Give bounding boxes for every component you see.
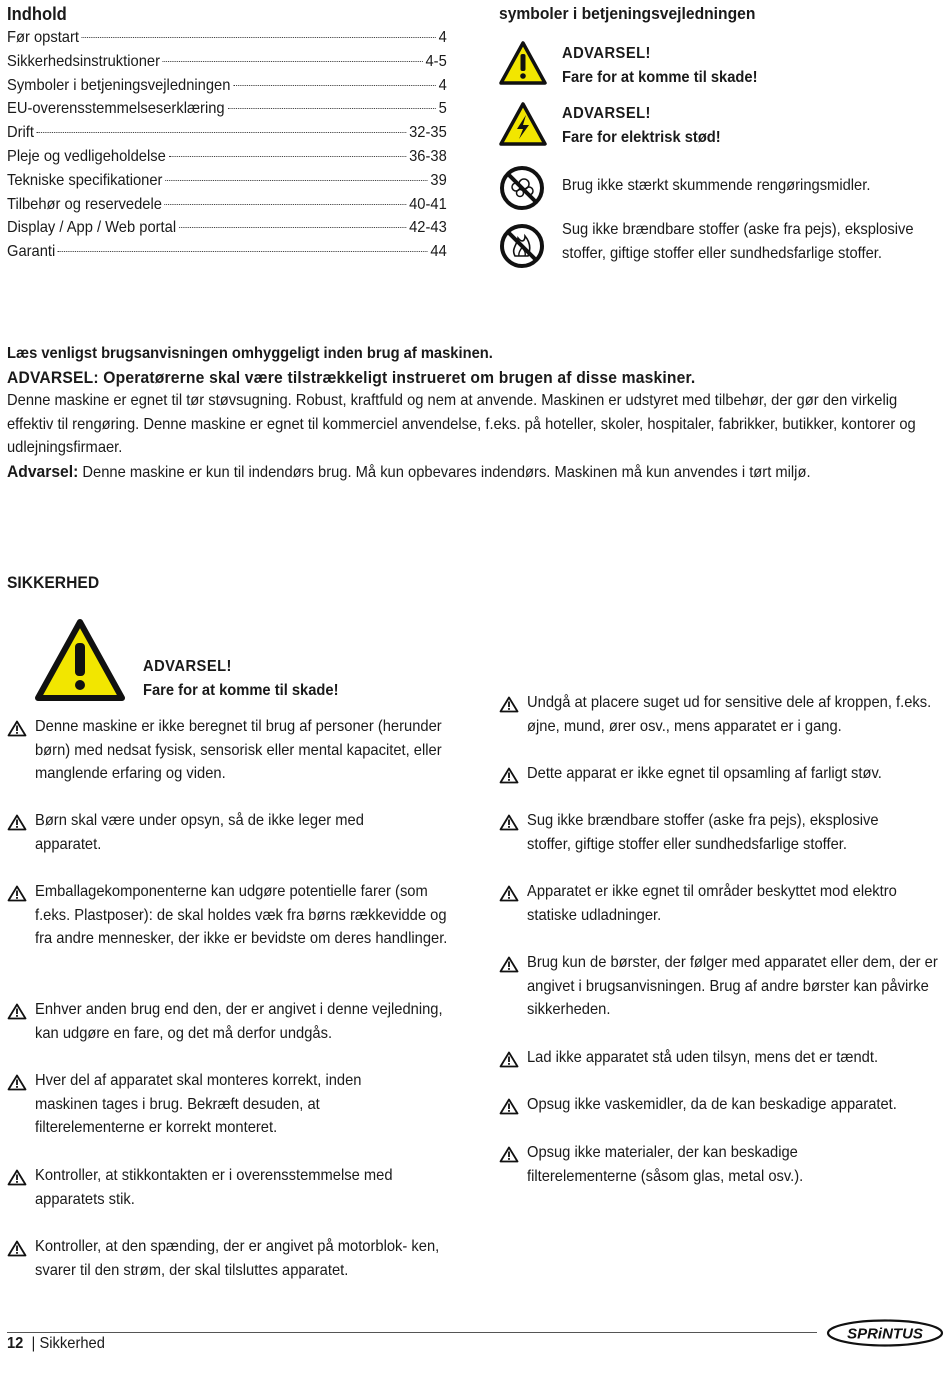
warning-small-icon bbox=[7, 1003, 27, 1028]
safety-right-item-6-text: Lad ikke apparatet stå uden tilsyn, mens det er tændt. bbox=[527, 1049, 879, 1066]
safety-right-item-1 bbox=[499, 691, 944, 738]
table-of-contents bbox=[7, 3, 447, 264]
toc-leader-dots bbox=[37, 132, 407, 133]
safety-right-item-3 bbox=[499, 809, 944, 856]
safety-left-item-2 bbox=[7, 809, 457, 856]
safety-left-item-1-text: Denne maskine er ikke beregnet til brug af personer (herunder børn) med nedsat fysisk, sensorisk eller mental kapacitet, eller manglende erfaring og viden. bbox=[35, 718, 442, 783]
warning-small-icon bbox=[499, 885, 519, 910]
intro-advarsel-label: Advarsel: bbox=[7, 461, 79, 481]
safety-right-item-5 bbox=[499, 951, 944, 1022]
safety-left-item-2-text: Børn skal være under opsyn, så de ikke leger med apparatet. bbox=[35, 812, 364, 853]
warning-small-icon bbox=[7, 885, 27, 910]
safety-right-item-4-text: Apparatet er ikke egnet til områder beskyttet mod elektro statiske udladninger. bbox=[527, 883, 897, 924]
warning-small-icon bbox=[7, 1074, 27, 1099]
symbol-no-flammable-text: Sug ikke brændbare stoffer (aske fra pejs), eksplosive stoffer, giftige stoffer eller sundhedsfarlige stoffer. bbox=[562, 221, 914, 262]
safety-left-item-1 bbox=[7, 715, 457, 786]
toc-row bbox=[7, 26, 447, 50]
safety-warning-text bbox=[143, 655, 339, 703]
toc-row bbox=[7, 121, 447, 145]
toc-label: Sikkerhedsinstruktioner bbox=[7, 52, 160, 70]
toc-label: Tekniske specifikationer bbox=[7, 171, 163, 189]
toc-title: Indhold bbox=[7, 4, 67, 24]
warning-small-icon bbox=[499, 696, 519, 721]
logo-text: SPRiNTUS bbox=[847, 1325, 923, 1343]
safety-left-item-5-text: Hver del af apparatet skal monteres korrekt, inden maskinen tages i brug. Bekræft desuden, at filterelementerne er korrekt monteret. bbox=[35, 1072, 362, 1137]
safety-right-item-4 bbox=[499, 880, 944, 927]
safety-warning-line1: ADVARSEL! bbox=[143, 658, 232, 675]
symbol-warning-line1: ADVARSEL! bbox=[562, 45, 651, 62]
footer-separator: | bbox=[27, 1335, 40, 1352]
toc-page: 4 bbox=[438, 76, 447, 94]
toc-leader-dots bbox=[179, 227, 406, 228]
warning-small-icon bbox=[7, 814, 27, 839]
safety-right-item-8-text: Opsug ikke materialer, der kan beskadige filterelementerne (såsom glas, metal osv.). bbox=[527, 1144, 804, 1185]
toc-page: 4 bbox=[438, 29, 447, 46]
no-foam-icon bbox=[499, 165, 545, 216]
toc-row bbox=[7, 97, 447, 121]
symbol-electric-text bbox=[562, 102, 913, 149]
toc-list bbox=[7, 26, 447, 264]
toc-row bbox=[7, 193, 447, 217]
footer-section: Sikkerhed bbox=[39, 1335, 105, 1352]
toc-label: Symboler i betjeningsvejledningen bbox=[7, 76, 231, 94]
warning-triangle-icon bbox=[499, 41, 547, 90]
safety-left-item-5 bbox=[7, 1069, 457, 1140]
intro-advarsel bbox=[7, 460, 942, 485]
toc-label: Garanti bbox=[7, 243, 56, 261]
safety-right-item-8 bbox=[499, 1141, 944, 1188]
intro-lead: Læs venligst brugsanvisningen omhyggeligt inden brug af maskinen. bbox=[7, 345, 493, 362]
electric-hazard-icon bbox=[499, 102, 547, 151]
intro-advarsel-text: Denne maskine er kun til indendørs brug. Må kun opbevares indendørs. Maskinen må kun anvendes i tørt miljø. bbox=[78, 463, 811, 481]
symbol-electric-line1: ADVARSEL! bbox=[562, 105, 651, 122]
footer-page-info bbox=[7, 1333, 105, 1355]
warning-small-icon bbox=[7, 720, 27, 745]
symbol-electric-line2: Fare for elektrisk stød! bbox=[562, 128, 721, 146]
warning-small-icon bbox=[499, 1098, 519, 1123]
toc-row bbox=[7, 74, 447, 98]
intro-section bbox=[7, 342, 942, 485]
symbol-warning-text bbox=[562, 42, 913, 89]
warning-small-icon bbox=[499, 1051, 519, 1076]
toc-leader-dots bbox=[58, 251, 428, 252]
toc-page: 42-43 bbox=[409, 219, 447, 237]
large-warning-triangle-icon bbox=[34, 618, 126, 707]
toc-label: EU-overensstemmelseserklæring bbox=[7, 100, 225, 118]
footer-rule bbox=[7, 1332, 817, 1333]
toc-page: 4-5 bbox=[425, 52, 447, 70]
safety-left-item-3-text: Emballagekomponenterne kan udgøre potentielle farer (som f.eks. Plastposer): de skal holdes væk fra børns rækkevidde og fra andre mennesker, der ikke er bevidste om deres handlinger. bbox=[35, 883, 448, 948]
safety-left-item-7 bbox=[7, 1235, 457, 1282]
toc-label: Tilbehør og reservedele bbox=[7, 195, 162, 213]
symbols-section bbox=[499, 3, 944, 262]
toc-row bbox=[7, 240, 447, 264]
toc-label: Drift bbox=[7, 124, 34, 142]
toc-page: 5 bbox=[438, 100, 447, 118]
toc-row bbox=[7, 216, 447, 240]
toc-page: 40-41 bbox=[409, 195, 447, 213]
safety-left-item-6-text: Kontroller, at stikkontakten er i overensstemmelse med apparatets stik. bbox=[35, 1167, 393, 1208]
symbol-warning-line2: Fare for at komme til skade! bbox=[562, 68, 758, 86]
safety-right-item-7 bbox=[499, 1093, 944, 1117]
safety-left-item-4 bbox=[7, 998, 457, 1045]
toc-page: 36-38 bbox=[409, 147, 447, 165]
page-number: 12 bbox=[7, 1335, 24, 1352]
toc-label: Pleje og vedligeholdelse bbox=[7, 147, 166, 165]
toc-row bbox=[7, 145, 447, 169]
toc-leader-dots bbox=[227, 108, 435, 109]
warning-small-icon bbox=[7, 1169, 27, 1194]
safety-right-item-7-text: Opsug ikke vaskemidler, da de kan beskadige apparatet. bbox=[527, 1096, 897, 1113]
toc-leader-dots bbox=[82, 37, 436, 38]
toc-page: 32-35 bbox=[409, 124, 447, 142]
safety-title: SIKKERHED bbox=[7, 573, 100, 592]
toc-page: 39 bbox=[430, 171, 447, 189]
toc-row bbox=[7, 169, 447, 193]
safety-warning-line2: Fare for at komme til skade! bbox=[143, 682, 339, 699]
toc-label: Før opstart bbox=[7, 29, 79, 46]
sprintus-logo bbox=[826, 1318, 944, 1353]
safety-left-item-3 bbox=[7, 880, 457, 951]
safety-left-item-7-text: Kontroller, at den spænding, der er angivet på motorblok- ken, svarer til den strøm, der skal tilsluttes apparatet. bbox=[35, 1238, 440, 1279]
safety-right-item-6 bbox=[499, 1046, 944, 1070]
warning-small-icon bbox=[499, 1146, 519, 1171]
toc-leader-dots bbox=[165, 204, 407, 205]
safety-right-item-5-text: Brug kun de børster, der følger med apparatet eller dem, der er angivet i brugsanvisningen. Brug af andre børster kan påvirke sikkerheden. bbox=[527, 954, 938, 1019]
no-flammable-icon bbox=[499, 223, 545, 274]
symbol-no-foam-text: Brug ikke stærkt skummende rengøringsmidler. bbox=[562, 177, 871, 194]
toc-leader-dots bbox=[169, 156, 407, 157]
toc-label: Display / App / Web portal bbox=[7, 219, 177, 237]
safety-right-item-2-text: Dette apparat er ikke egnet til opsamling af farligt støv. bbox=[527, 765, 882, 782]
intro-warning: ADVARSEL: Operatørerne skal være tilstrækkeligt instrueret om brugen af disse maskiner. bbox=[7, 367, 696, 387]
toc-page: 44 bbox=[430, 243, 447, 261]
toc-leader-dots bbox=[163, 61, 423, 62]
toc-row bbox=[7, 50, 447, 74]
warning-small-icon bbox=[499, 956, 519, 981]
safety-left-item-4-text: Enhver anden brug end den, der er angivet i denne vejledning, kan udgøre en fare, og det må derfor undgås. bbox=[35, 1001, 443, 1042]
safety-left-item-6 bbox=[7, 1164, 457, 1211]
toc-leader-dots bbox=[233, 85, 436, 86]
warning-small-icon bbox=[499, 767, 519, 792]
warning-small-icon bbox=[7, 1240, 27, 1265]
intro-body: Denne maskine er egnet til tør støvsugning. Robust, kraftfuld og nem at anvende. Maskinen er udstyret med tilbehør, der gør den virkelig effektiv til rengøring. Denne maskine er egnet til kommerciel anvendelse, f.eks. på hoteller, skoler, hospitaler, fabrikker, butikker, kontorer og udlejningsfirmaer. bbox=[7, 392, 916, 457]
safety-right-item-2 bbox=[499, 762, 944, 786]
toc-leader-dots bbox=[165, 180, 427, 181]
safety-right-item-1-text: Undgå at placere suget ud for sensitive dele af kroppen, f.eks. øjne, mund, ører osv., mens apparatet er i gang. bbox=[527, 694, 932, 735]
safety-right-item-3-text: Sug ikke brændbare stoffer (aske fra pejs), eksplosive stoffer, giftige stoffer eller sundhedsfarlige stoffer. bbox=[527, 812, 879, 853]
symbols-title: symboler i betjeningsvejledningen bbox=[499, 4, 756, 23]
warning-small-icon bbox=[499, 814, 519, 839]
